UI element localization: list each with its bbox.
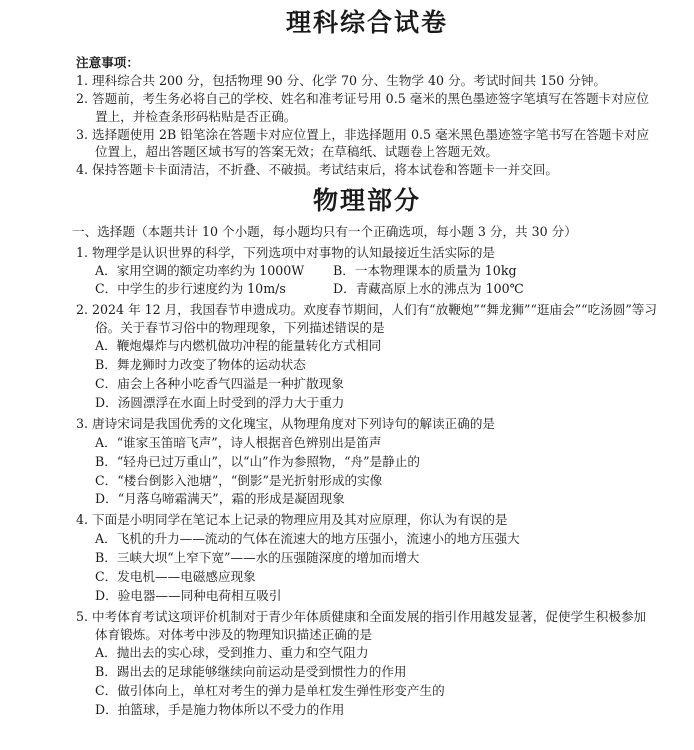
- option-d: D．青藏高原上水的沸点为 100℃: [333, 280, 524, 296]
- question-stem: 1. 物理学是认识世界的科学，下列选项中对事物的认知最接近生活实际的是: [76, 245, 496, 260]
- question-stem: 2. 2024 年 12 月，我国春节申遗成功。欢度春节期间，人们有“放鞭炮”“舞龙狮”“逛庙会”“吃汤圆”等习俗。关于春节习俗中的物理现象，下列描述错误的是: [76, 301, 657, 335]
- option-c: C．发电机——电磁感应现象: [95, 568, 256, 584]
- options-grid: [76, 262, 658, 298]
- section-intro: 一、选择题（本题共计 10 个小题，每小题均只有一个正确选项，每小题 3 分，共 30 分）: [72, 224, 577, 240]
- option-b: B．三峡大坝“上窄下宽”——水的压强随深度的增加而增大: [95, 550, 420, 565]
- option-d: D．拍篮球，手是施力物体所以不受力的作用: [95, 702, 345, 717]
- option-b: B．“轻舟已过万重山”，以“山”作为参照物，“舟”是静止的: [95, 453, 420, 469]
- option-d: D．汤圆漂浮在水面上时受到的浮力大于重力: [95, 395, 345, 410]
- question-5: [76, 608, 658, 719]
- question-3: [76, 415, 658, 508]
- option-d: D．“月落乌啼霜满天”，霜的形成是凝固现象: [95, 491, 345, 507]
- exam-title: 理科综合试卷: [285, 8, 448, 37]
- section-title: 物理部分: [312, 186, 421, 216]
- question-2: [76, 301, 658, 412]
- option-a: A．家用空调的额定功率约为 1000W: [95, 262, 305, 278]
- option-a: A．“谁家玉笛暗飞声”，诗人根据音色辨别出是笛声: [95, 434, 382, 450]
- option-c: C．中学生的步行速度约为 10m/s: [95, 280, 286, 296]
- option-c: C．庙会上各种小吃香气四溢是一种扩散现象: [95, 376, 344, 392]
- option-a: A．鞭炮爆炸与内燃机做功冲程的能量转化方式相同: [95, 338, 382, 354]
- option-a: A．飞机的升力——流动的气体在流速大的地方压强小，流速小的地方压强大: [95, 531, 520, 547]
- option-b: B．踢出去的足球能够继续向前运动是受到惯性力的作用: [95, 664, 407, 680]
- question-1: [76, 244, 658, 298]
- option-a: A．抛出去的实心球，受到推力、重力和空气阻力: [95, 645, 369, 661]
- note-item: 4. 保持答题卡卡面清洁，不折叠、不破损。考试结束后，将本试卷和答题卡一并交回。: [76, 162, 558, 178]
- notes-heading: 注意事项：: [76, 55, 139, 70]
- note-item: 3. 选择题使用 2B 铅笔涂在答题卡对应位置上，非选择题用 0.5 毫米黑色墨迹签字笔书写在答题卡对应位置上，超出答题区域书写的答案无效；在草稿纸、试题卷上答题无效。: [76, 126, 650, 160]
- option-b: B．舞龙狮时力改变了物体的运动状态: [95, 357, 306, 373]
- question-stem: 3. 唐诗宋词是我国优秀的文化瑰宝，从物理角度对下列诗句的解读正确的是: [76, 415, 496, 431]
- question-stem: 4. 下面是小明同学在笔记本上记录的物理应用及其对应原理，你认为有误的是: [76, 512, 508, 528]
- note-item: 2. 答题前，考生务必将自己的学校、姓名和准考证号用 0.5 毫米的黑色墨迹签字笔填写在答题卡对应位置上，并检查条形码粘贴是否正确。: [76, 90, 649, 124]
- option-c: C．做引体向上，单杠对考生的弹力是单杠发生弹性形变产生的: [95, 683, 445, 699]
- note-item: 1. 理科综合共 200 分，包括物理 90 分、化学 70 分、生物学 40 分。考试时间共 150 分钟。: [76, 72, 607, 88]
- notes-block: [76, 54, 658, 179]
- option-c: C．“楼台倒影入池塘”，“倒影”是光折射形成的实像: [95, 472, 383, 488]
- question-4: [76, 511, 658, 604]
- question-stem: 5. 中考体育考试这项评价机制对于青少年体质健康和全面发展的指引作用越发显著，促使学生积极参加体育锻炼。对体考中涉及的物理知识描述正确的是: [76, 608, 647, 642]
- option-d: D．验电器——同种电荷相互吸引: [95, 587, 282, 603]
- option-b: B．一本物理课本的质量为 10kg: [333, 262, 517, 278]
